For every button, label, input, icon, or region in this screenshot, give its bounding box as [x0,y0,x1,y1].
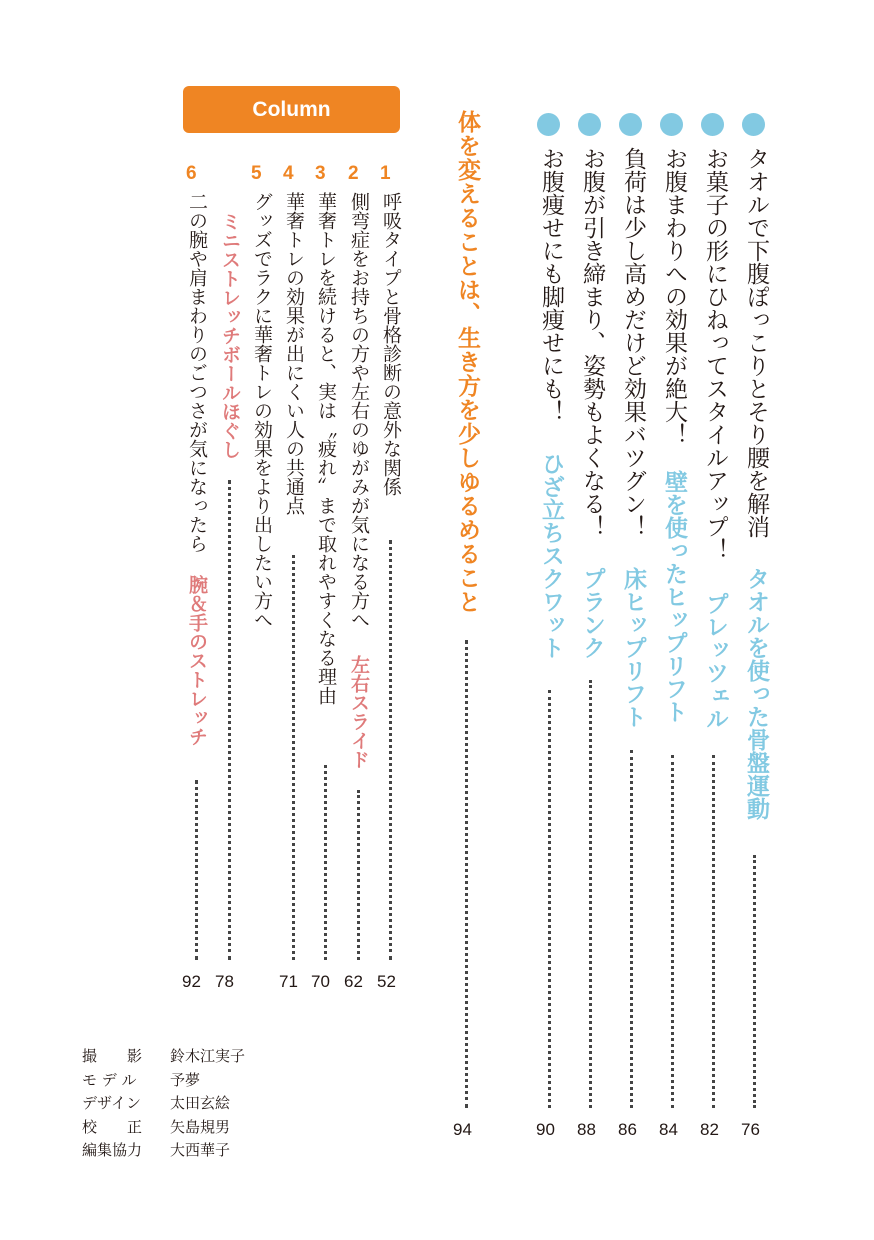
entry-lead: お腹痩せにも脚痩せにも！ [538,147,564,423]
page-number: 82 [700,1120,719,1139]
entry-title: 腕＆手のストレッチ [186,575,208,746]
credit-name: 鈴木江実子 [170,1047,246,1065]
credit-row [82,1139,245,1163]
chapter-title: 体を変えることは、生き方を少しゆるめること [454,110,480,614]
page-number: 52 [377,972,396,991]
entry-title: ひざ立ちスクワット [538,452,564,659]
credit-role: モ デ ル [82,1070,137,1089]
leader-dots [712,755,715,1108]
column-heading: Column [183,86,400,133]
entry-text: 華奢トレの効果が出にくい人の共通点 [283,192,305,515]
entry-lead: お菓子の形にひねってスタイルアップ！ [702,147,728,561]
leader-dots [589,680,592,1108]
leader-dots [357,790,360,960]
entry-title: 左右スライド [348,655,370,769]
entry-number: 4 [283,163,294,184]
bullet-icon [619,113,642,136]
entry-lead: お腹が引き締まり、姿勢もよくなる！ [579,147,605,538]
bullet-icon [537,113,560,136]
leader-dots [630,750,633,1108]
entry-number: 3 [315,163,326,184]
entry-text: 側弯症をお持ちの方や左右のゆがみが気になる方へ [348,192,370,629]
entry-title: プランク [579,567,605,659]
credit-name: 矢島規男 [170,1117,231,1136]
leader-dots [324,765,327,960]
entry-title: プレッツェル [702,592,728,730]
page-number: 78 [215,972,234,991]
credit-row [82,1116,245,1140]
entry-title: タオルを使った骨盤運動 [743,567,769,820]
entry-text: 二の腕や肩まわりのごつさが気になったら [186,192,208,553]
leader-dots [548,690,551,1108]
bullet-icon [660,113,683,136]
credit-row [82,1092,245,1116]
page-number: 84 [659,1120,678,1139]
credits [82,1045,245,1163]
credit-name: 大西華子 [170,1141,231,1159]
credit-role: 編集協力 [82,1141,143,1159]
bullet-icon [742,113,765,136]
entry-number: 1 [380,163,391,184]
entry-number: 2 [348,163,359,184]
entry-lead: タオルで下腹ぽっこりとそり腰を解消 [743,147,769,538]
credit-row [82,1045,245,1069]
page-number: 88 [577,1120,596,1139]
page-number: 76 [741,1120,760,1139]
page-number: 90 [536,1120,555,1139]
leader-dots [671,755,674,1108]
leader-dots [292,555,295,960]
entry-text: 呼吸タイプと骨格診断の意外な関係 [380,192,402,496]
page-number: 94 [453,1120,472,1139]
entry-title: ミニストレッチボールほぐし [219,212,241,459]
page-number: 71 [279,972,298,991]
page-number: 62 [344,972,363,991]
entry-lead: 負荷は少し高めだけど効果バツグン！ [620,147,646,538]
page-number: 70 [311,972,330,991]
credit-name: 太田玄絵 [170,1094,231,1112]
bullet-icon [701,113,724,136]
entry-lead: お腹まわりへの効果が絶大！ [661,147,687,446]
entry-title: 床ヒップリフト [620,567,646,728]
page-number: 86 [618,1120,637,1139]
bullet-icon [578,113,601,136]
credit-role: 撮 影 [82,1047,143,1065]
credit-role: デザイン [82,1094,141,1112]
entry-text: グッズでラクに華奢トレの効果をより出したい方へ [251,192,273,629]
leader-dots [195,780,198,960]
credit-role: 校 正 [82,1117,143,1136]
entry-title: 壁を使ったヒップリフト [661,470,687,723]
leader-dots [465,640,468,1108]
entry-number: 5 [251,163,262,184]
entry-text: 華奢トレを続けると、実は〝疲れ〟まで取れやすくなる理由 [315,192,337,705]
credit-name: 予夢 [170,1070,201,1089]
page-number: 92 [182,972,201,991]
credit-row [82,1069,245,1093]
leader-dots [389,540,392,960]
leader-dots [228,480,231,960]
entry-number: 6 [186,163,197,184]
leader-dots [753,855,756,1108]
